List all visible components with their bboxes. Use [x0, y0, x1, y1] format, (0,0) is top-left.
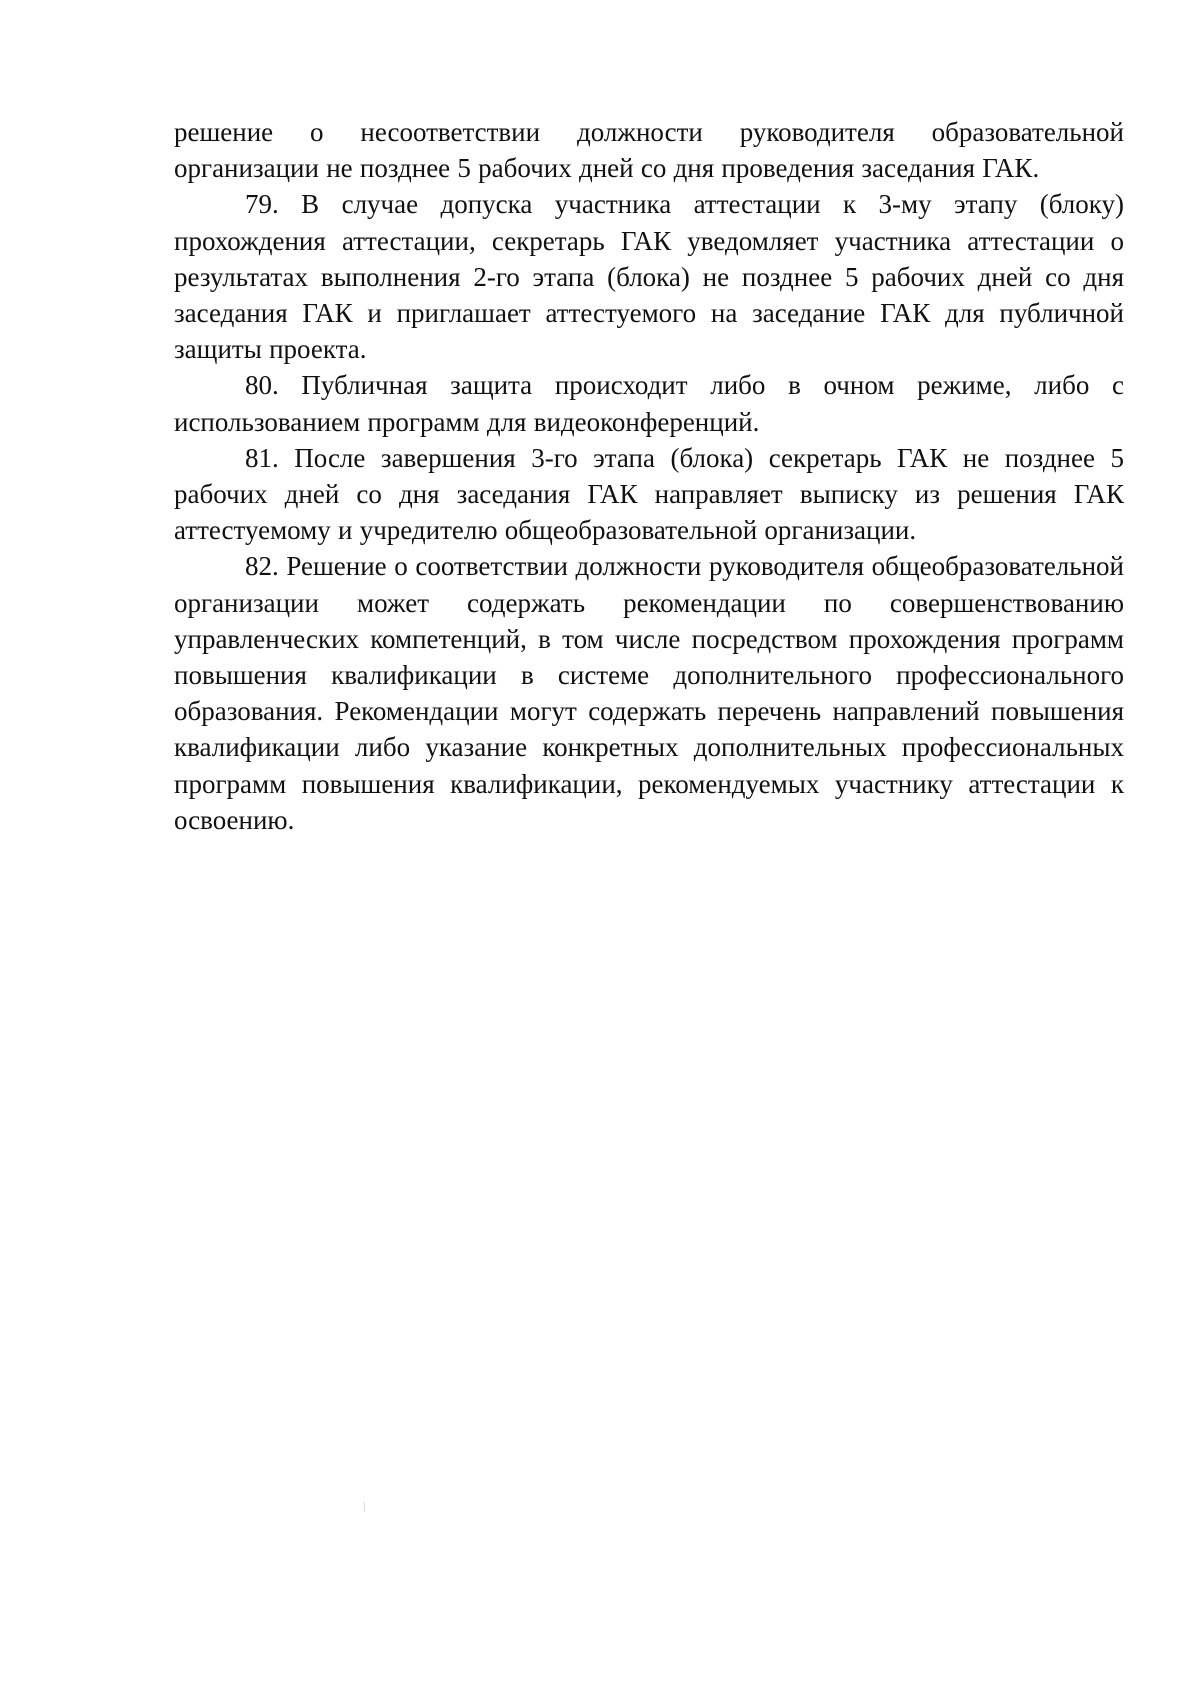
paragraph-79: 79. В случае допуска участника аттестации к 3-му этапу (блоку) прохождения аттестации, секретарь ГАК уведомляет участника аттестации о результатах выполнения 2-го этапа (блока) не позднее 5 рабочих дней со дня заседания ГАК и приглашает аттестуемого на заседание ГАК для публичной защиты проекта. [174, 189, 1124, 365]
paragraph-continuation: решение о несоответствии должности руководителя образовательной организации не позднее 5 рабочих дней со дня проведения заседания ГАК. [174, 117, 1124, 184]
scan-artifact [364, 1502, 365, 1512]
paragraph-81: 81. После завершения 3-го этапа (блока) секретарь ГАК не позднее 5 рабочих дней со дня заседания ГАК направляет выписку из решения ГАК аттестуемому и учредителю общеобразовательной организации. [174, 442, 1124, 546]
paragraph-80: 80. Публичная защита происходит либо в очном режиме, либо с использованием программ для видеоконференций. [174, 370, 1124, 437]
document-body [174, 114, 1124, 838]
paragraph-82: 82. Решение о соответствии должности руководителя общеобразовательной организации может содержать рекомендации по совершенствованию управленческих компетенций, в том числе посредством прохождения программ повышения квалификации в системе дополнительного профессионального образования. Рекомендации могут содержать перечень направлений повышения квалификации либо указание конкретных дополнительных профессиональных программ повышения квалификации, рекомендуемых участнику аттестации к освоению. [174, 551, 1124, 835]
